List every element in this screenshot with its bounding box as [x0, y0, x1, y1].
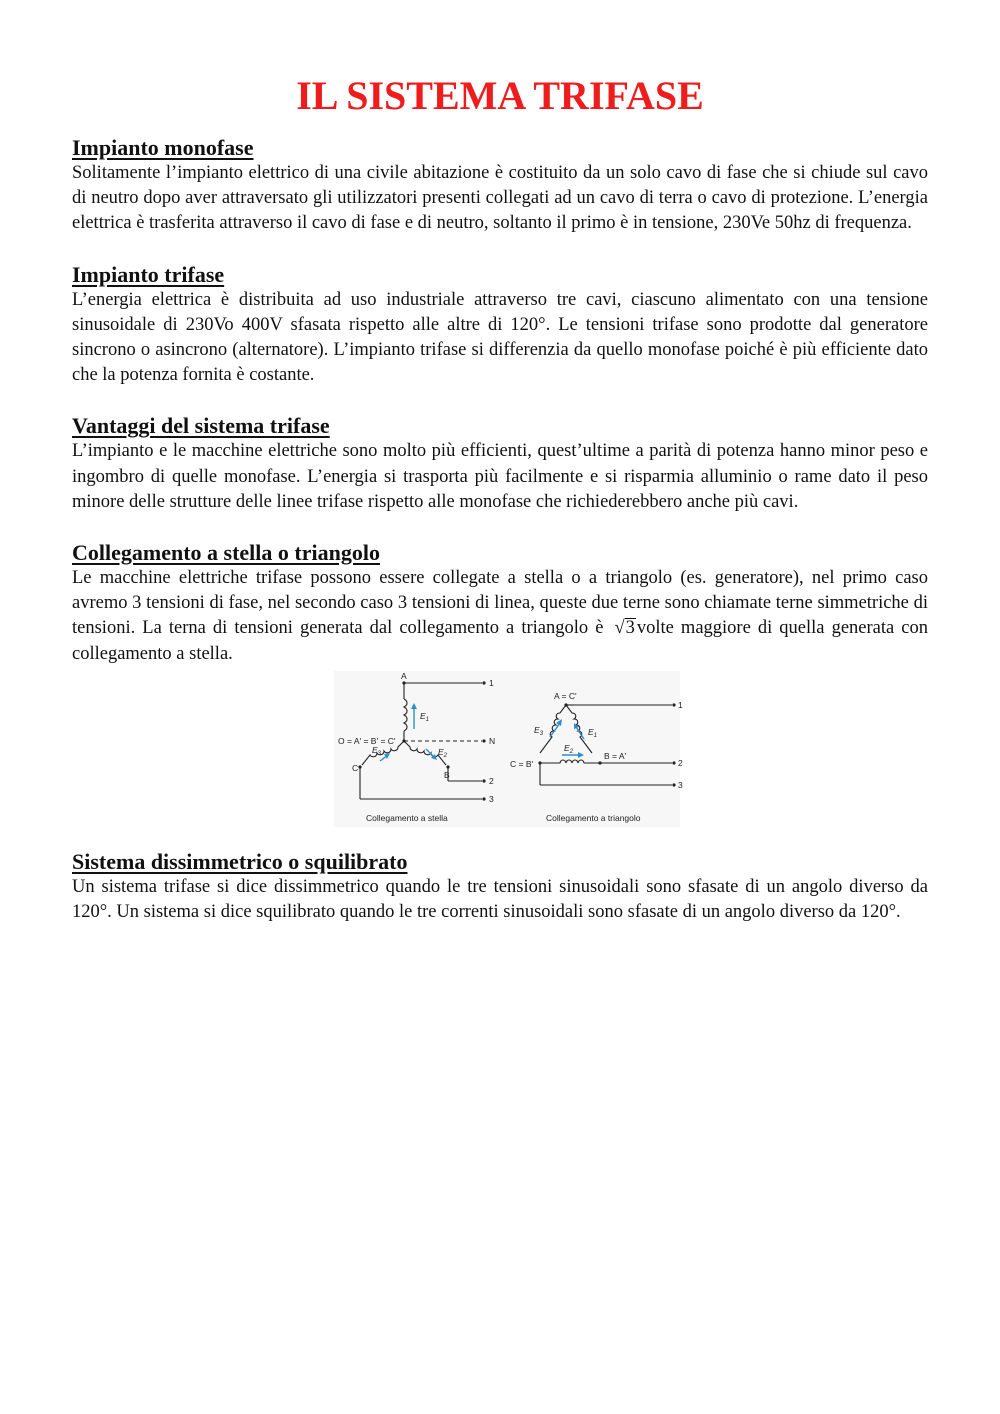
star-label-e1: $E_1$ — [420, 710, 430, 723]
star-label-e3: $E_3$ — [372, 744, 382, 757]
terminal-dot — [482, 779, 485, 782]
star-node-c: C — [352, 762, 359, 773]
section-collegamento — [72, 540, 928, 827]
delta-terminal-labels — [676, 671, 688, 827]
sqrt-symbol: √ — [614, 618, 625, 639]
section-paragraph: Un sistema trifase si dice dissimmetrico quando le tre tensioni sinusoidali sono sfasate di un angolo diverso da 120°. Un sistema si dice squilibrato quando le tre correnti sinusoidali sono sfasate di un angolo diverso da 120°. — [72, 876, 928, 923]
delta-node-top: A = C' — [554, 690, 577, 701]
document-page — [72, 0, 928, 925]
section-heading: Impianto monofase — [72, 135, 254, 160]
sqrt-radicand: 3 — [625, 618, 635, 639]
section-heading: Impianto trifase — [72, 261, 225, 287]
delta-label-e3: $E_3$ — [534, 724, 544, 737]
terminal-dot — [482, 797, 485, 800]
terminal-dot — [564, 703, 567, 706]
delta-caption: Collegamento a triangolo — [546, 812, 641, 823]
figure-background — [334, 671, 680, 827]
connection-diagram — [334, 671, 680, 827]
star-node-a: A — [401, 670, 407, 681]
terminal-dot — [402, 739, 405, 742]
delta-terminal-2-label: 2 — [678, 757, 683, 768]
section-impianto-trifase — [72, 262, 928, 389]
delta-terminal-3-label: 3 — [678, 779, 683, 790]
terminal-dot — [482, 681, 485, 684]
section-heading: Sistema dissimmetrico o squilibrato — [72, 848, 408, 874]
sqrt-expression — [614, 616, 635, 641]
terminal-dot — [482, 739, 485, 742]
section-heading: Vantaggi del sistema trifase — [72, 413, 330, 439]
document-title: IL SISTEMA TRIFASE — [296, 73, 704, 118]
section-paragraph: L’impianto e le macchine elettriche sono molto più efficienti, quest’ultime a parità di potenza hanno minor peso e ingombro di quelle monofase. L’energia si trasporta più facilmente e si risparmia alluminio o rame dato il peso minore delle strutture delle linee trifase rispetto alle monofase che richiederebbero anche più cavi. — [72, 441, 928, 512]
terminal-dot — [402, 681, 405, 684]
star-terminal-2: 2 — [489, 775, 494, 786]
delta-label-e1: $E_1$ — [588, 726, 598, 739]
section-impianto-monofase — [72, 135, 928, 237]
star-caption: Collegamento a stella — [366, 812, 448, 823]
star-label-e2: $E_2$ — [438, 746, 448, 759]
delta-label-e2: $E_2$ — [564, 742, 574, 755]
star-node-b: B — [444, 769, 450, 780]
terminal-dot — [358, 765, 361, 768]
delta-node-left: C = B' — [510, 758, 534, 769]
star-terminal-1: 1 — [489, 677, 494, 688]
section-heading: Collegamento a stella o triangolo — [72, 540, 380, 566]
section-paragraph — [72, 566, 928, 667]
star-node-o: O = A' = B' = C' — [338, 735, 396, 746]
delta-node-right: B = A' — [604, 750, 627, 761]
section-paragraph: L’energia elettrica è distribuita ad uso industriale attraverso tre cavi, ciascuno alimentato con una tensione sinusoidale di 230Vo 400V sfasata rispetto alle altre di 120°. Le tensioni trifase sono prodotte dal generatore sincrono o asincrono (alternatore). L’impianto trifase si differenzia da quello monofase poiché è più efficiente dato che la potenza fornita è costante. — [72, 289, 928, 386]
star-terminal-3: 3 — [489, 793, 494, 804]
star-terminal-n: N — [489, 735, 496, 746]
section-paragraph: Solitamente l’impianto elettrico di una civile abitazione è costituito da un solo cavo di fase che si chiude sul cavo di neutro dopo aver attraversato gli utilizzatori presenti collegati ad un cavo di terra o cavo di protezione. L’energia elettrica è trasferita attraverso il cavo di fase e di neutro, soltanto il primo è in tensione, 230Ve 50hz di frequenza. — [72, 163, 928, 234]
terminal-dot — [538, 761, 541, 764]
section-vantaggi — [72, 413, 928, 515]
terminal-dot — [598, 761, 601, 764]
paragraph-text-after: volte maggiore di quella generata con collegamento a stella. — [72, 618, 928, 664]
delta-terminal-1-label: 1 — [678, 699, 683, 710]
section-dissimmetrico — [72, 849, 928, 925]
paragraph-text-before: Le macchine elettriche trifase possono essere collegate a stella o a triangolo (es. generatore), nel primo caso avremo 3 tensioni di fase, nel secondo caso 3 tensioni di linea, queste due terne sono chiamate terne simmetriche di tensioni. La terna di tensioni generata dal collegamento a triangolo è — [72, 568, 928, 639]
terminal-dot — [446, 765, 449, 768]
connection-diagram-figure — [334, 670, 683, 827]
